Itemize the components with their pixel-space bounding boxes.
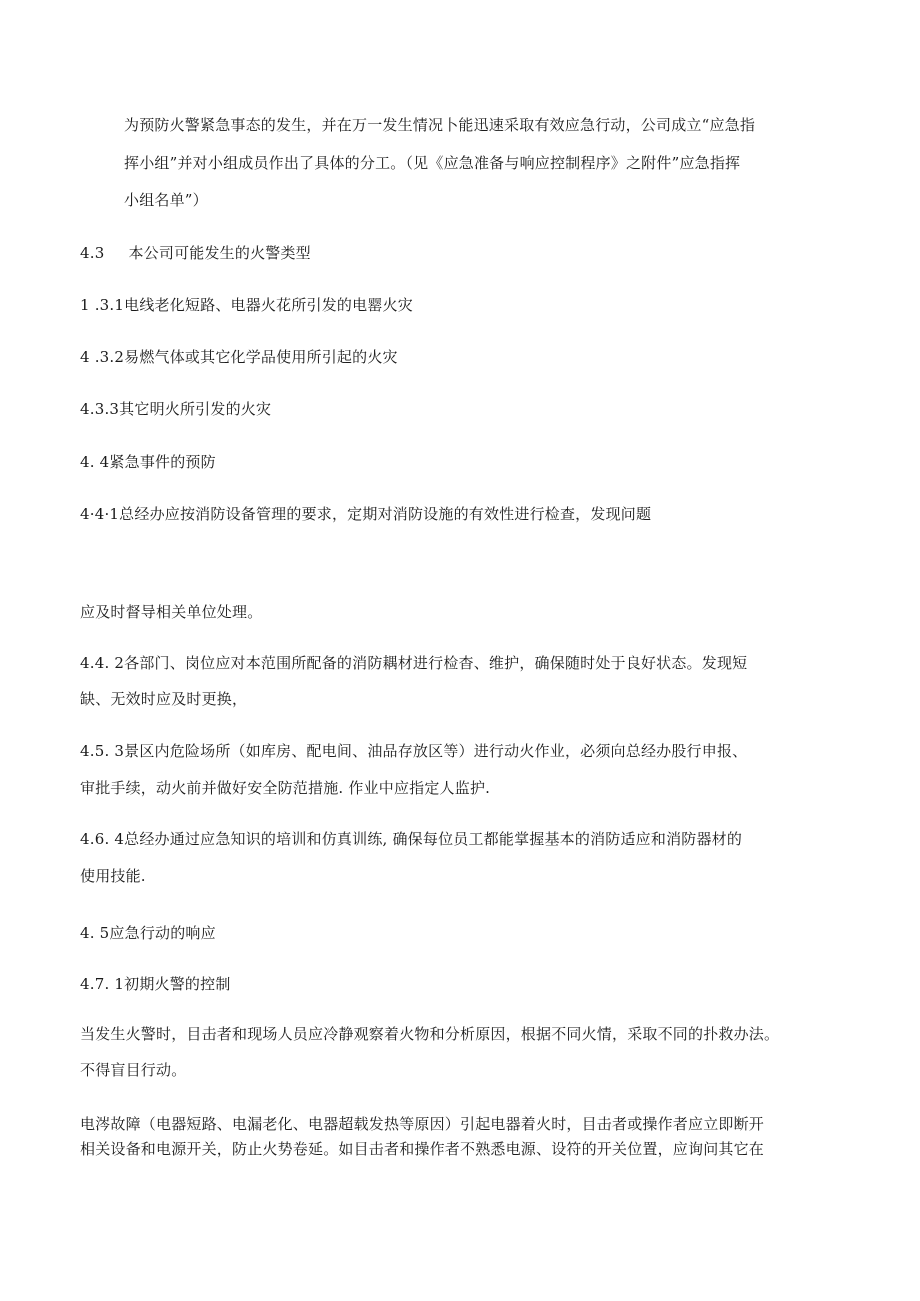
section-4-3-number: 4.3 (80, 244, 105, 262)
section-4-5-heading: 4. 5应急行动的响应 (80, 924, 216, 942)
section-4-4-heading: 4. 4紧急事件的预防 (80, 453, 216, 471)
item-4-4-1-line-2: 应及时督导相关单位处理。 (80, 603, 263, 621)
item-4-3-2: 4 .3.2易燃气体或其它化学品使用所引起的火灾 (80, 348, 398, 366)
intro-line-1: 为预防火警紧急事态的发生，并在万一发生情况卜能迅速采取有效应急行动，公司成立“应急指 (124, 116, 756, 134)
item-4-3-1: 1 .3.1电线老化短路、电器火花所引发的电罂火灾 (80, 296, 413, 314)
intro-line-3: 小组名单”） (124, 191, 208, 209)
paragraph-electrical-fire-line-1: 电涔故障（电器短路、电漏老化、电器超载发热等原因）引起电器着火时，目击者或操作者应立即断开 (80, 1115, 765, 1133)
item-4-5-1: 4.7. 1初期火警的控制 (80, 975, 231, 993)
paragraph-fire-response-line-1: 当发生火警时，目击者和现场人员应冷静观察着火物和分析原因，根据不同火情，采取不同的扑救办法。 (80, 1025, 780, 1043)
section-4-3-title: 本公司可能发生的火警类型 (128, 244, 311, 262)
item-4-3-3: 4.3.3其它明火所引发的火灾 (80, 400, 272, 418)
item-4-4-4-line-1: 4.6. 4总经办通过应急知识的培训和仿真训练, 确保每位员工都能掌握基本的消防适应和消防器材的 (80, 830, 743, 848)
item-4-4-4-line-2: 使用技能. (80, 867, 146, 885)
item-4-4-2-line-1: 4.4. 2各部门、岗位应对本范围所配备的消防耦材进行检杳、维护，确保随时处于良好状态。发现短 (80, 654, 748, 672)
item-4-4-2-line-2: 缺、无效时应及时更换， (80, 690, 248, 708)
paragraph-electrical-fire-line-2: 相关设备和电源开关，防止火势卷延。如目击者和操作者不熟悉电源、设符的开关位置，应询问其它在 (80, 1140, 765, 1158)
section-4-3-heading (80, 246, 311, 261)
item-4-4-1-line-1: 4·4·1总经办应按消防设备管理的要求，定期对消防设施的有效性进行检查，发现问题 (80, 505, 652, 523)
paragraph-fire-response-line-2: 不得盲目行动。 (80, 1061, 187, 1079)
intro-line-2: 挥小组”并对小组成员作出了具体的分工。（见《应急准备与响应控制程序》之附件”应急指挥 (124, 154, 741, 172)
item-4-4-3-line-1: 4.5. 3景区内危险场所（如库房、配电间、油品存放区等）进行动火作业，必须向总经办股行申报、 (80, 742, 748, 760)
item-4-4-3-line-2: 审批手续，动火前并做好安全防范措施. 作业中应指定人监护. (80, 779, 491, 797)
